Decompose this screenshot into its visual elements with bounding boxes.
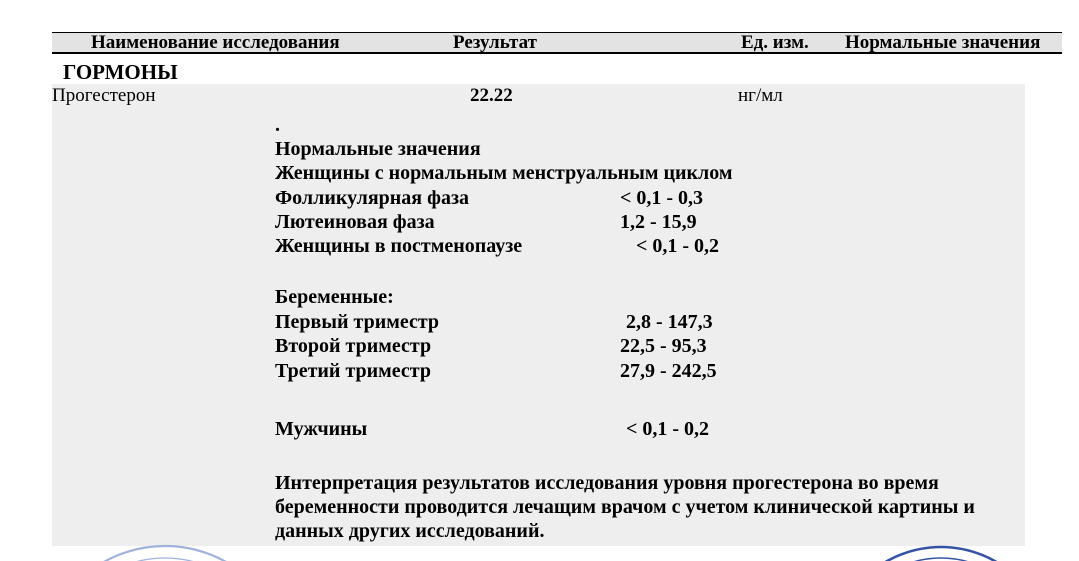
range-value: < 0,1 - 0,2	[626, 418, 710, 440]
comment-marker: .	[275, 114, 280, 136]
seal-stamp-left	[90, 540, 240, 561]
test-result-block	[52, 84, 1025, 546]
range-label: Женщины в постменопаузе	[275, 235, 523, 257]
range-value: 22,5 - 95,3	[620, 335, 707, 357]
test-result-value: 22.22	[470, 85, 513, 106]
seal-stamp-right	[880, 540, 1002, 561]
header-reference-range: Нормальные значения	[845, 32, 1041, 53]
header-unit: Ед. изм.	[741, 32, 809, 53]
table-header	[52, 32, 1062, 54]
reference-comment	[275, 84, 1025, 546]
range-row-trimester-1	[275, 310, 1025, 334]
cycle-heading: Женщины с нормальным менструальным циклом	[275, 162, 733, 184]
pregnant-heading: Беременные:	[275, 286, 394, 308]
range-label: Второй триместр	[275, 335, 432, 357]
range-label: Первый триместр	[275, 311, 440, 333]
stamp-outer-ring	[880, 547, 1002, 561]
interpretation-line: данных других исследований.	[275, 520, 545, 542]
range-label: Мужчины	[275, 418, 368, 440]
interpretation-line: беременности проводится лечащим врачом с учетом клинической картины и	[275, 496, 975, 518]
range-row-trimester-2	[275, 334, 1025, 358]
comment-title: Нормальные значения	[275, 138, 481, 160]
test-name: Прогестерон	[52, 85, 156, 106]
range-value: 27,9 - 242,5	[620, 360, 717, 382]
range-row-postmenopause	[275, 234, 1025, 258]
range-value: 2,8 - 147,3	[626, 311, 713, 333]
range-row-follicular	[275, 186, 1025, 210]
range-label: Фолликулярная фаза	[275, 187, 470, 209]
header-result: Результат	[453, 32, 537, 53]
range-row-luteal	[275, 210, 1025, 234]
range-value: 1,2 - 15,9	[620, 211, 697, 233]
range-value: < 0,1 - 0,3	[620, 187, 704, 209]
section-title: ГОРМОНЫ	[63, 60, 178, 84]
range-label: Лютеиновая фаза	[275, 211, 435, 233]
test-unit: нг/мл	[738, 85, 783, 106]
range-row-men	[275, 417, 1025, 441]
range-label: Третий триместр	[275, 360, 431, 382]
stamp-outer-ring	[90, 546, 240, 561]
header-test-name: Наименование исследования	[91, 32, 340, 53]
range-value: < 0,1 - 0,2	[636, 235, 720, 257]
range-row-trimester-3	[275, 359, 1025, 383]
interpretation-line: Интерпретация результатов исследования уровня прогестерона во время	[275, 472, 939, 494]
